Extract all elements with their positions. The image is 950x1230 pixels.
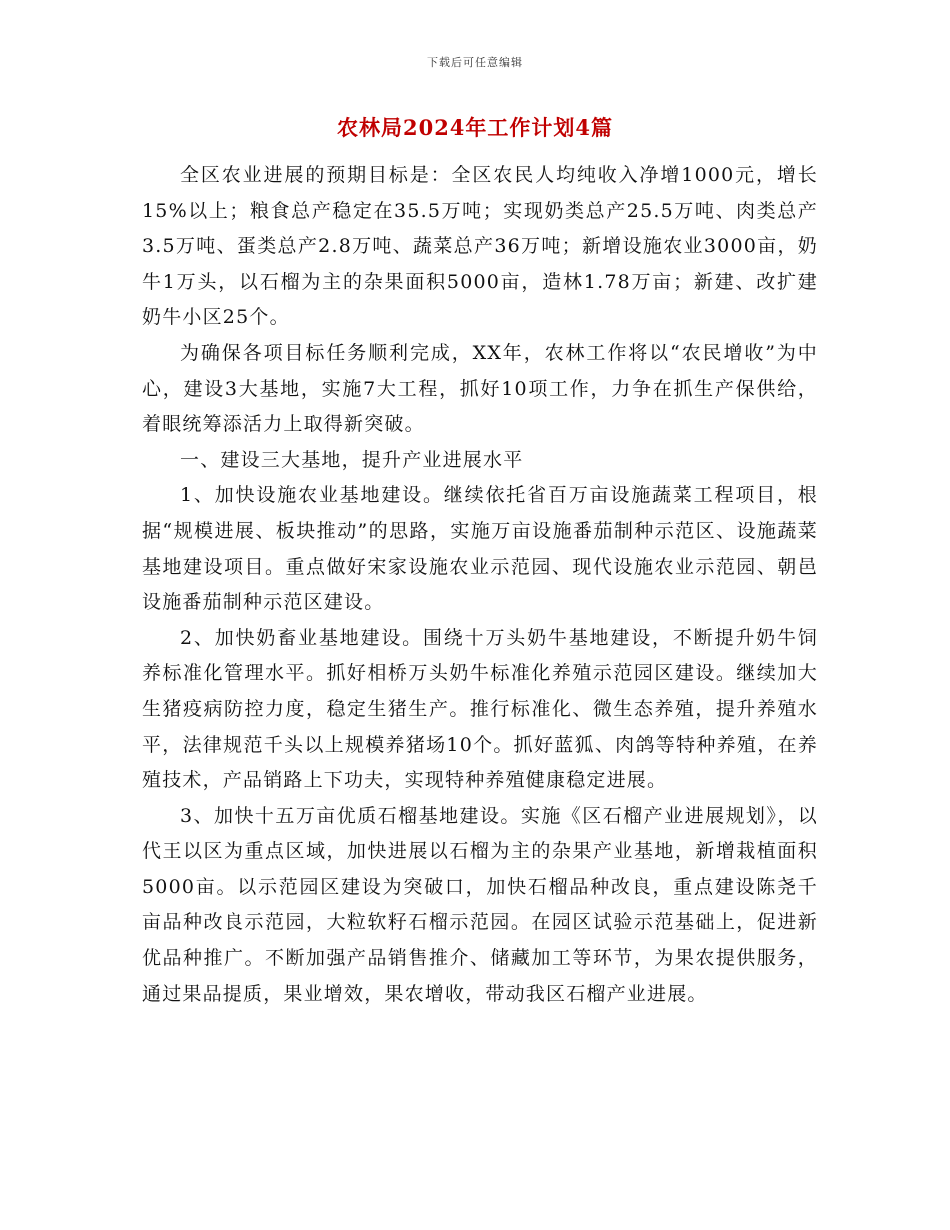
paragraph-facility-agriculture: 1、加快设施农业基地建设。继续依托省百万亩设施蔬菜工程项目，根据“规模进展、板块推动”的思路，实施万亩设施番茄制种示范区、设施蔬菜基地建设项目。重点做好宋家设施农业示范园、现代设施农业示范园、朝邑设施番茄制种示范区建设。 <box>142 484 818 614</box>
document-title: 农林局2024年工作计划4篇 <box>336 115 614 140</box>
section-heading-bases: 一、建设三大基地，提升产业进展水平 <box>180 448 524 471</box>
paragraph-pomegranate-base: 3、加快十五万亩优质石榴基地建设。实施《区石榴产业进展规划》，以代王以区为重点区域，加快进展以石榴为主的杂果产业基地，新增栽植面积5000亩。以示范园区建设为突破口，加快石榴品种改良，重点建设陈尧千亩品种改良示范园，大粒软籽石榴示范园。在园区试验示范基础上，促进新优品种推广。不断加强产品销售推介、储藏加工等环节，为果农提供服务，通过果品提质，果业增效，果农增收，带动我区石榴产业进展。 <box>142 804 818 1005</box>
header-note: 下载后可任意编辑 <box>427 56 523 69</box>
paragraph-goals: 全区农业进展的预期目标是：全区农民人均纯收入净增1000元，增长15%以上；粮食总产稳定在35.5万吨；实现奶类总产25.5万吨、肉类总产3.5万吨、蛋类总产2.8万吨、蔬菜总产36万吨；新增设施农业3000亩，奶牛1万头，以石榴为主的杂果面积5000亩，造林1.78万亩；新建、改扩建奶牛小区25个。 <box>142 164 818 329</box>
paragraph-overview: 为确保各项目标任务顺利完成，XX年，农林工作将以“农民增收”为中心，建设3大基地，实施7大工程，抓好10项工作，力争在抓生产保供给，着眼统筹添活力上取得新突破。 <box>142 341 818 436</box>
paragraph-dairy-livestock: 2、加快奶畜业基地建设。围绕十万头奶牛基地建设，不断提升奶牛饲养标准化管理水平。抓好相桥万头奶牛标准化养殖示范园区建设。继续加大生猪疫病防控力度，稳定生猪生产。推行标准化、微生态养殖，提升养殖水平，法律规范千头以上规模养猪场10个。抓好蓝狐、肉鸽等特种养殖，在养殖技术，产品销路上下功夫，实现特种养殖健康稳定进展。 <box>142 626 818 792</box>
document-body <box>142 158 818 1012</box>
